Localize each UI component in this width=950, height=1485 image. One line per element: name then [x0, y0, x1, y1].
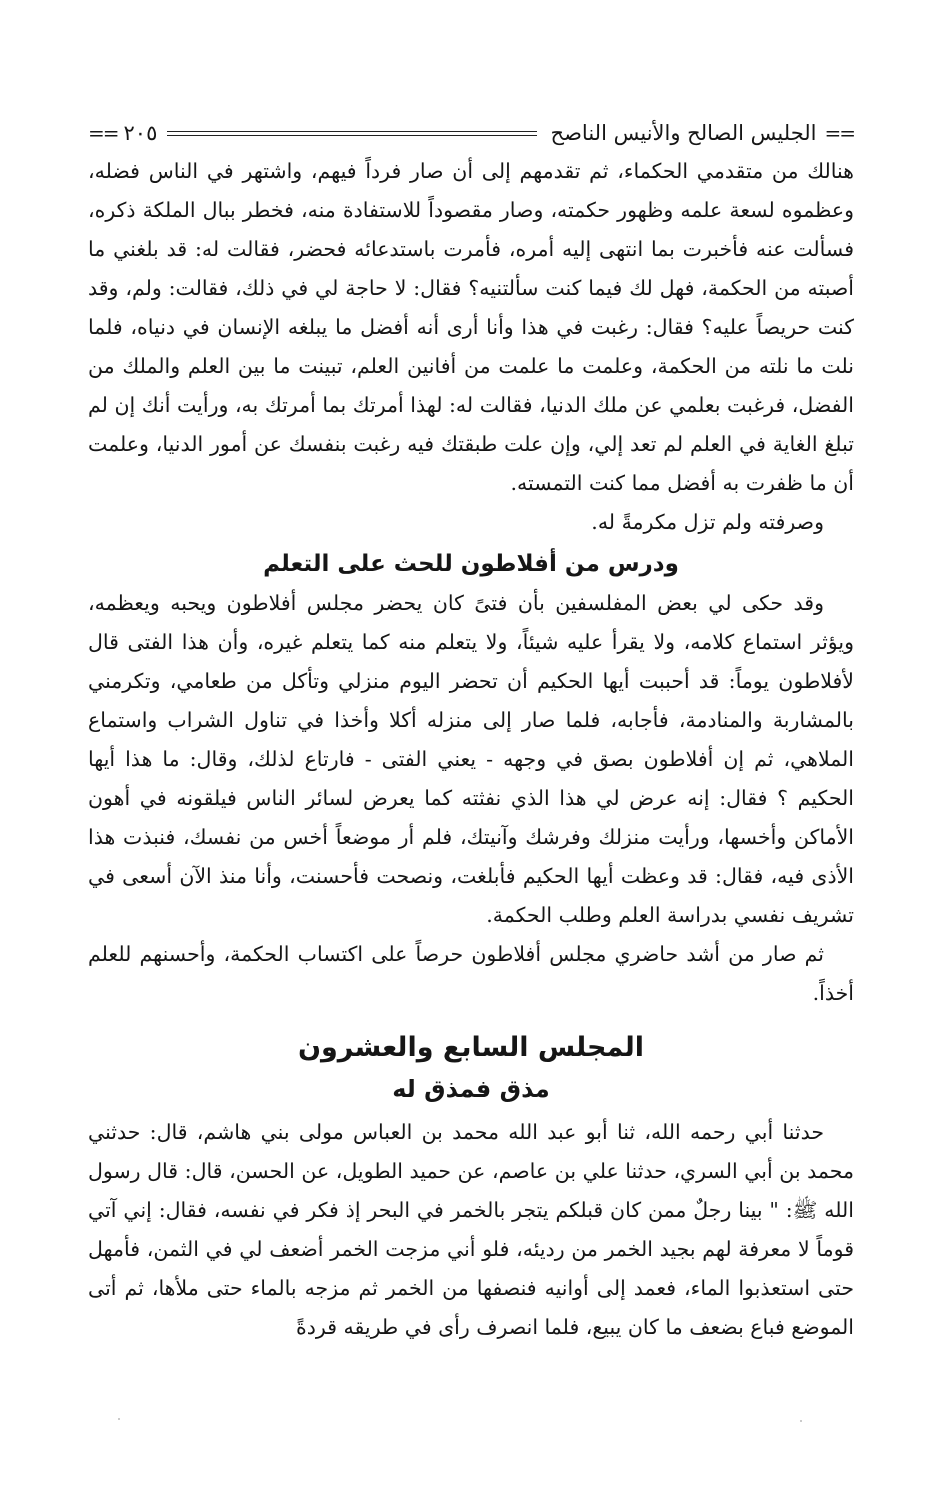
chapter-subtitle: مذق فمذق له: [392, 1075, 550, 1103]
paragraph: وقد حكى لي بعض المفلسفين بأن فتىً كان يحضر مجلس أفلاطون ويحبه ويعظمه، ويؤثر استماع كلامه، ولا يقرأ عليه شيئاً، ولا يتعلم منه كما يتعلم غيره، وأن هذا الفتى قال لأفلاطون يوماً: قد أحببت أيها الحكيم أن تحضر اليوم منزلي وتأكل من طعامي، وتكرمني بالمشاربة والمنادمة، فأجابه، فلما صار إلى منزله أكلا وأخذا في تناول الشراب واستماع الملاهي، ثم إن أفلاطون بصق في وجهه - يعني الفتى - فارتاع لذلك، وقال: ما هذا أيها الحكيم ؟ فقال: إنه عرض لي هذا الذي نفثته كما يعرض لسائر الناس فيلقونه في أهون الأماكن وأخسها، ورأيت منزلك وفرشك وآنيتك، فلم أر موضعاً أخس من نفسك، فنبذت هذا الأذى فيه، فقال: قد وعظت أيها الحكيم فأبلغت، ونصحت فأحسنت، وأنا منذ الآن أسعى في تشريف نفسي بدراسة العلم وطلب الحكمة.: [88, 591, 854, 927]
body-text: [88, 152, 854, 1347]
paragraph: حدثنا أبي رحمه الله، ثنا أبو عبد الله محمد بن العباس مولى بني هاشم، قال: حدثني محمد بن أبي السري، حدثنا علي بن عاصم، عن حميد الطويل، عن الحسن، قال: قال رسول الله ﷺ: " بينا رجلٌ ممن كان قبلكم يتجر بالخمر في البحر إذ فكر في نفسه، فقال: إني آتي قوماً لا معرفة لهم بجيد الخمر من رديئه، فلو أني مزجت الخمر أضعف لي في الثمن، فأمهل حتى استعذبوا الماء، فعمد إلى أوانيه فنصفها من الخمر ثم مزجه بالماء حتى ملأها، ثم أتى الموضع فباع بضعف ما كان يبيع، فلما انصرف رأى في طريقه قردةً: [88, 1120, 854, 1339]
paragraph: هنالك من متقدمي الحكماء، ثم تقدمهم إلى أن صار فرداً فيهم، واشتهر في الناس فضله، وعظموه لسعة علمه وظهور حكمته، وصار مقصوداً للاستفادة منه، فخطر ببال الملكة ذكره، فسألت عنه فأخبرت بما انتهى إليه أمره، فأمرت باستدعائه فحضر، فقالت له: قد بلغني ما أصبته من الحكمة، فهل لك فيما كنت سألتنيه؟ فقال: لا حاجة لي في ذلك، فقالت: ولم، وقد كنت حريصاً عليه؟ فقال: رغبت في هذا وأنا أرى أنه أفضل ما يبلغه الإنسان في دنياه، فلما نلت ما نلته من الحكمة، وعلمت ما علمت من أفانين العلم، تبينت ما بين العلم والملك من الفضل، فرغبت بعلمي عن ملك الدنيا، فقالت له: لهذا أمرتك بما أمرتك به، ورأيت أنك إن لم تبلغ الغاية في العلم لم تعد إلي، وإن علت طبقتك فيه رغبت بنفسك عن أمور الدنيا، وعلمت أن ما ظفرت به أفضل مما كنت التمسته.: [88, 159, 854, 495]
chapter-title: المجلس السابع والعشرون: [297, 1032, 645, 1063]
paragraph: وصرفته ولم تزل مكرمةً له.: [591, 510, 824, 534]
scan-speck: [800, 1420, 802, 1422]
header-ornament-left: ==: [88, 121, 118, 145]
scan-speck: [118, 1418, 120, 1420]
paragraph: ثم صار من أشد حاضري مجلس أفلاطون حرصاً على اكتساب الحكمة، وأحسنهم للعلم أخذاً.: [88, 942, 854, 1005]
section-heading: ودرس من أفلاطون للحث على التعلم: [263, 551, 679, 577]
page-number: ٢٠٥: [123, 121, 158, 145]
running-title: الجليس الصالح والأنيس الناصح: [550, 121, 817, 145]
header-ornament-right: ==: [824, 121, 854, 145]
running-header: [88, 120, 854, 146]
header-rule: [167, 131, 536, 136]
